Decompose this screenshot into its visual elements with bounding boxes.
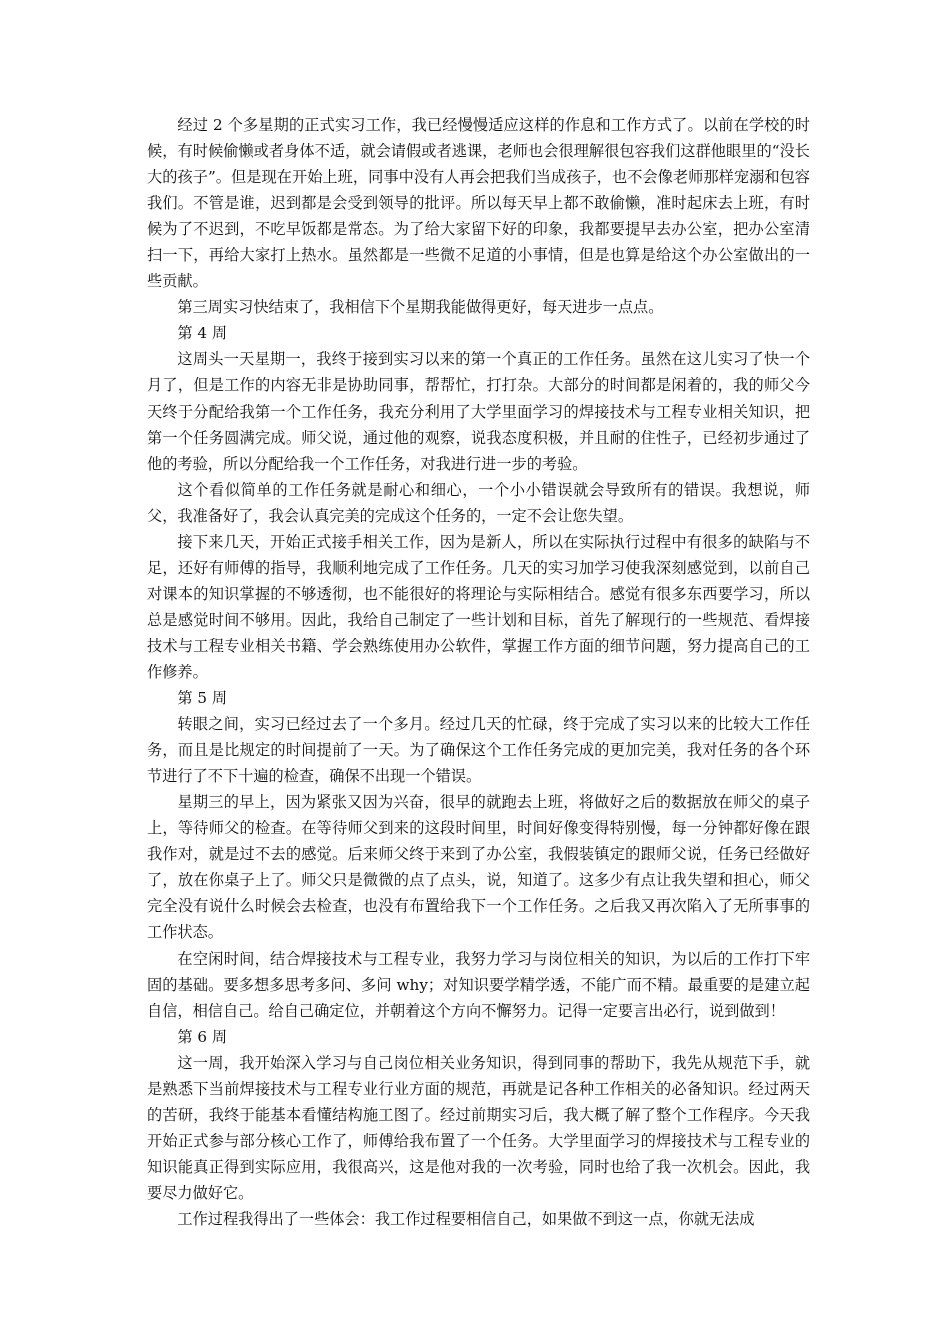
paragraph-week4-first-task: 这周头一天星期一，我终于接到实习以来的第一个真正的工作任务。虽然在这儿实习了快一个月了，但是工作的内容无非是协助同事，帮帮忙，打打杂。大部分的时间都是闲着的，我的师父今天终于分配给我第一个工作任务，我充分利用了大学里面学习的焊接技术与工程专业相关知识，把第一个任务圆满完成。师父说，通过他的观察，说我态度积极，并且耐的住性子，已经初步通过了他的考验，所以分配给我一个工作任务，对我进行进一步的考验。: [147, 350, 810, 473]
paragraph-week5-wednesday: 星期三的早上，因为紧张又因为兴奋，很早的就跑去上班，将做好之后的数据放在师父的桌子上，等待师父的检查。在等待师父到来的这段时间里，时间好像变得特别慢，每一分钟都好像在跟我作对，就是过不去的感觉。后来师父终于来到了办公室，我假装镇定的跟师父说，任务已经做好了，放在你桌子上了。师父只是微微的点了点头，说，知道了。这多少有点让我失望和担心，师父完全没有说什么时候会去检查，也没有布置给我下一个工作任务。之后我又再次陷入了无所事事的工作状态。: [147, 793, 810, 942]
paragraph-week3-summary: 第三周实习快结束了，我相信下个星期我能做得更好，每天进步一点点。: [177, 298, 664, 317]
document-body: [147, 112, 810, 1232]
paragraph-week3-adaptation: 经过 2 个多星期的正式实习工作，我已经慢慢适应这样的作息和工作方式了。以前在学校的时候，有时候偷懒或者身体不适，就会请假或者逃课，老师也会很理解很包容我们这群他眼里的“没长大的孩子”。但是现在开始上班，同事中没有人再会把我们当成孩子，也不会像老师那样宠溺和包容我们。不管是谁，迟到都是会受到领导的批评。所以每天早上都不敢偷懒，准时起床去上班，有时候为了不迟到，不吃早饭都是常态。为了给大家留下好的印象，我都要提早去办公室，把办公室清扫一下，再给大家打上热水。虽然都是一些微不足道的小事情，但是也算是给这个办公室做出的一些贡献。: [147, 116, 810, 291]
paragraph-week4-plans: 接下来几天，开始正式接手相关工作，因为是新人，所以在实际执行过程中有很多的缺陷与不足，还好有师傅的指导，我顺利地完成了工作任务。几天的实习加学习使我深刻感觉到，以前自己对课本的知识掌握的不够透彻，也不能很好的将理论与实际相结合。感觉有很多东西要学习，所以总是感觉时间不够用。因此，我给自己制定了一些计划和目标，首先了解现行的一些规范、看焊接技术与工程专业相关书籍、学会熟练使用办公软件，掌握工作方面的细节问题，努力提高自己的工作修养。: [147, 532, 810, 681]
paragraph-week6-study: 这一周，我开始深入学习与自己岗位相关业务知识，得到同事的帮助下，我先从规范下手，就是熟悉下当前焊接技术与工程专业行业方面的规范，再就是记各种工作相关的必备知识。经过两天的苦研，我终于能基本看懂结构施工图了。经过前期实习后，我大概了解了整个工作程序。今天我开始正式参与部分核心工作了，师傅给我布置了一个任务。大学里面学习的焊接技术与工程专业的知识能真正得到实际应用，我很高兴，这是他对我的一次考验，同时也给了我一次机会。因此，我要尽力做好它。: [147, 1053, 810, 1202]
paragraph-week5-big-task: 转眼之间，实习已经过去了一个多月。经过几天的忙碌，终于完成了实习以来的比较大工作任务，而且是比规定的时间提前了一天。为了确保这个工作任务完成的更加完美，我对任务的各个环节进行了不下十遍的检查，确保不出现一个错误。: [147, 715, 810, 786]
paragraph-week5-free-time: 在空闲时间，结合焊接技术与工程专业，我努力学习与岗位相关的知识，为以后的工作打下牢固的基础。要多想多思考多问、多问 why；对知识要学精学透，不能广而不精。最重要的是建立起自信，相信自己。给自己确定位，并朝着这个方向不懈努力。记得一定要言出必行，说到做到！: [147, 949, 810, 1020]
paragraph-week4-patience: 这个看似简单的工作任务就是耐心和细心，一个小小错误就会导致所有的错误。我想说，师父，我准备好了，我会认真完美的完成这个任务的，一定不会让您失望。: [147, 480, 810, 525]
week-5-heading: 第 5 周: [177, 689, 228, 708]
week-4-heading: 第 4 周: [177, 324, 228, 343]
week-6-heading: 第 6 周: [177, 1027, 228, 1046]
paragraph-week6-reflection: 工作过程我得出了一些体会：我工作过程要相信自己，如果做不到这一点，你就无法成: [177, 1209, 755, 1228]
